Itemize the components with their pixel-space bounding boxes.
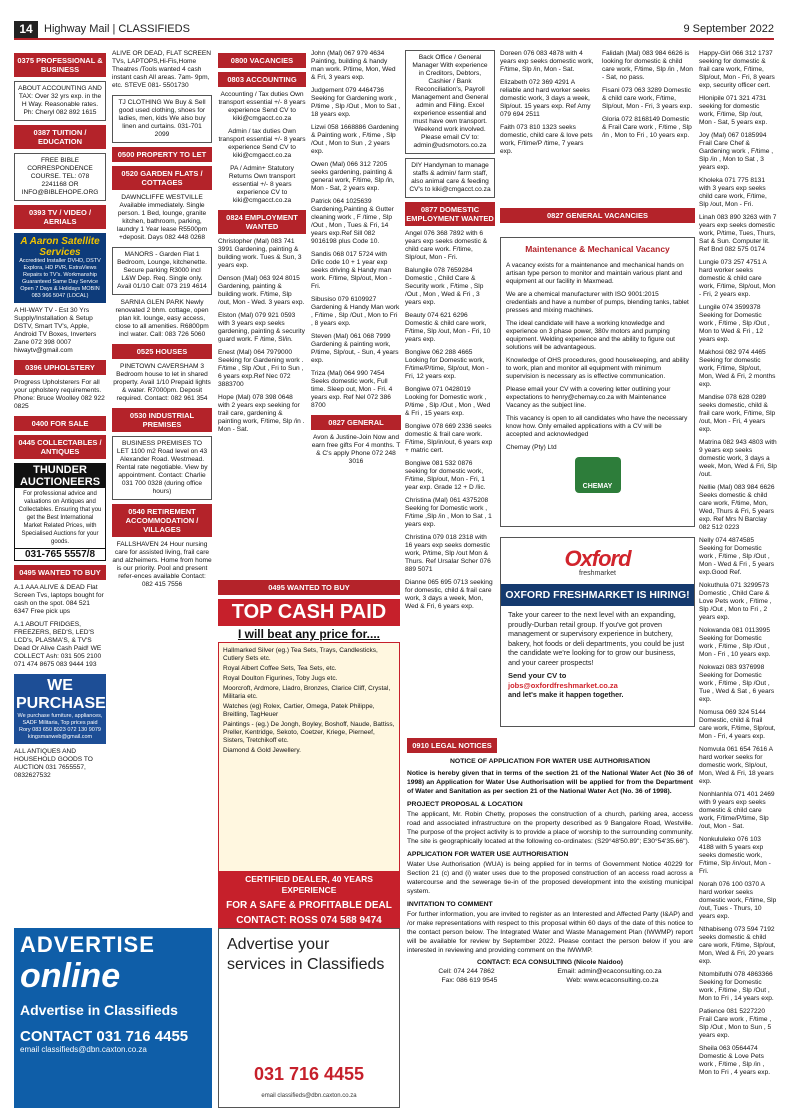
classified-ad: Back Office / General Manager With experience in Creditors, Debtors, Cashier / Bank Reconciliation's, Payroll Management and General admin and Filing. Excel experience essential and must have own transport. Weekend work involved. Please email CV to: admin@udsmotors.co.za (405, 50, 495, 154)
classified-ad: Nomvula 061 654 7616 A hard worker seeks for domestic work, Slp/out, Mon, Wed & Fri, 18 years exp. (699, 746, 774, 785)
classified-ad: Nokwanda 081 0113995 Seeking for Domestic work , F/time , Slp /Out , Mon - Fri , 10 years exp. (699, 627, 771, 658)
classified-ad: Hlonipile 071 321 4731 seeking for domestic work, F/time, Slp /out, Mon - Sat, 5 years exp. (699, 95, 768, 126)
category-header: 0824 EMPLOYMENT WANTED (218, 210, 306, 234)
page-header (14, 20, 774, 40)
advertise-online-ad (14, 928, 212, 1108)
classified-ad: DAWNCLIFFE WESTVILLE Available immediately. Single person. 1 Bed, lounge, granite kitchen, bathroom, parking, laundry 1 Year lease R5500pm +deposit. Days 082 448 0268 (116, 194, 208, 241)
classified-ad: MANORS - Garden Flat 1 Bedroom, Lounge, kitchenette. Secure parking R3000 incl L&W Dep. Req. Single only. Avail 01/10 Call: 073 219 4614 (112, 247, 212, 295)
oxford-logo (501, 538, 694, 584)
ad-text: We purchase furniture, appliances, SADF Militaria, Top prices paid Rory 083 650 8023 072 130 9079 kingsmanweb@gmail.com (17, 713, 103, 740)
adv-contact: CONTACT 031 716 4455 (20, 1028, 189, 1045)
classified-ad: Hope (Mal) 078 398 0648 with 2 years exp seeking for trail care, gardening & painting work, F/time, Slp /in . Mon - Sat. (218, 394, 305, 433)
top-cash-deal: FOR A SAFE & PROFITABLE DEAL (218, 898, 400, 913)
adv-email: email classifieds@dbn.caxton.co.za (20, 1045, 147, 1054)
classified-ad: Angel 076 368 7892 with 6 years exp seeks domestic & child care work. F/time, Slp/out, Mon - Fri. (405, 230, 488, 261)
classified-ad: Linah 083 890 3263 with 7 years exp seeks domestic work, P/time, Tues, Thurs, Sat & Sun. Computer lit. Ref Bnd 082 575 0174 (699, 214, 777, 253)
ad-paragraph: The ideal candidate will have a working knowledge and experience on 3 phase power, 380v motors and pumping equipment. Welding experience and the ability to figure out solutions will be advantageous. (506, 320, 675, 351)
adv-phone: 031 716 4455 (253, 1064, 365, 1084)
classified-ad: A.1 ABOUT FRIDGES, FREEZERS, BED'S, LED'S LCD's, PLASMA'S, & TV'S Dead Or Alive Cash Paid! WE COLLECT Ash: 031 505 2100 071 474 8675 083 9444 193 (14, 621, 102, 668)
column-1 (14, 50, 106, 785)
ad-title: Maintenance & Mechanical Vacancy (525, 244, 670, 254)
category-header: 0445 COLLECTABLES / ANTIQUES (14, 435, 106, 459)
classified-ad: Sandis 068 017 5724 with D/lic code 10 + 1 year exp seeks driving & Handy man work. F/time, Slp/out, Mon - Fri. (311, 251, 392, 290)
classified-ad: ALIVE OR DEAD, FLAT SCREEN TVs, LAPTOPS,Hi-Fis,Home Theatres /Tools wanted 4 cash instant cash All areas. 7am- 9pm, etc. STEVE 081- 5501730 (112, 50, 212, 89)
classified-ad: Happy-Girl 066 312 1737 seeking for domestic & frail care work, F/time, Slp/out, Mon - Fri, 8 years exp, security officer cert. (699, 50, 775, 89)
ad-paragraph: Please email your CV with a covering letter outlining your expectations to henry@chemay.co.za with Maintenance Vacancy as the subject line. (506, 386, 671, 409)
section-text: For further information, you are invited to register as an Interested and Affected Party (I&AP) and /or make representations with respect to this proposal within 60 days of the date of this notice to the contact person below. The Integrated Water and Waste Management Plan (IWWMP) report will be available for review by September 2022. Please contact the person below if you are interested in reviewing and providing comment on the IWWMP. (407, 911, 693, 954)
notice-intro: Notice is hereby given that in terms of the section 21 of the National Water Act (No 36 of 1998) an Application for Water Use Authorisation will be applied for from the Department of Water and Sanitation as per section 21 of the National Water Act (No. 36 of 1998). (407, 770, 693, 795)
classified-ad: Enest (Mal) 064 7979000 Seeking for Gardening work . F/time , Slp /Out , Fri to Sun , 6 years exp.Ref Nec 072 3883700 (218, 349, 304, 388)
column-4 (311, 50, 401, 570)
hiring-banner: OXFORD FRESHMARKET IS HIRING! (501, 584, 694, 606)
classified-ad: A.1 AAA ALIVE & DEAD Flat Screen Tvs, laptops bought for cash on the spot. 084 521 6347 Free pick ups (14, 584, 104, 615)
column-5 (405, 50, 495, 730)
classified-ad: PA / Admin+ Statutory Returns Own transport essential +/- 8 years experience CV to kiki@cmgacct.co.za (228, 165, 296, 204)
classified-ad: John (Mal) 067 979 4634 Painting, building & handy man work. P/time, Mon, Wed & Fri, 3 years exp. (311, 50, 396, 81)
oxford-freshmarket-ad (500, 537, 695, 727)
list-item: Royal Doulton Figurines, Toby Jugs etc. (223, 675, 338, 682)
classified-ad: Dianne 065 695 0713 seeking for domestic, child & frail care work, 3 days a week, Mon, Wed & Fri, 6 years exp. (405, 579, 493, 610)
classified-ad: Lizwi 058 1668886 Gardening & Painting work , F/time , Slp /Out , Mon to Sun , 2 years exp. (311, 124, 399, 155)
classified-ad: Nthabiseng 073 594 7192 seeks domestic & child care work, F/time, Slp/out, Mon, Wed & Fri, 20 years exp. (699, 926, 776, 965)
contact-fax: Fax: 086 619 9545 (441, 977, 498, 984)
classified-ad: Doreen 076 083 4878 with 4 years exp seeks domestic work, F/time, Slp /in, Mon - Sat. (500, 50, 594, 73)
category-header: 0396 UPHOLSTERY (14, 360, 106, 375)
section-text: Water Use Authorisation (WUA) is being applied for in terms of Government Notice 40229 for Section 21 (c) and (i) water uses due to the proposed construction of an access road across a watercourse and the sewerage tie-in of the proposed development into the existing municipal system. (407, 861, 693, 895)
classified-ad: Admin / tax duties Own transport essential +/- 8 years experience Send CV to kiki@cmgacct.co.za (218, 128, 306, 159)
top-cash-cert: CERTIFIED DEALER, 40 YEARS EXPERIENCE (218, 872, 400, 898)
category-header: 0393 TV / VIDEO / AERIALS (14, 205, 106, 229)
category-header: 0520 GARDEN FLATS / COTTAGES (112, 166, 212, 190)
classified-ad: Nomusa 069 324 5144 Domestic, child & frail care work, F/time, Slp/out, Mon - Fri, 4 years exp. (699, 709, 776, 740)
adv-sub: Advertise in Classifieds (20, 1002, 178, 1018)
adv-text: Advertise your services in Classifieds (227, 936, 385, 973)
classified-ad: Kholeka 071 775 8131 with 3 years exp seeks child care work, F/time, Slp /out, Mon - Fri. (699, 177, 767, 208)
ad-tagline: and let's make it happen together. (508, 690, 624, 699)
advertise-services-ad (218, 928, 400, 1108)
list-item: Paintings - (eg.) De Jongh, Boyley, Boshoff, Naude, Battiss, Preller, Kentridge, Sekoto, Coetzer, Kriege, Pierneef, Sisters, Tretchikoff etc. (223, 721, 395, 744)
publication-title: Highway Mail | CLASSIFIEDS (44, 23, 190, 35)
ad-paragraph: Knowledge of OHS procedures, good housekeeping, and ability to work, plan and monitor all equipment with minimum supervision is necessary as is effective communication. (506, 357, 689, 380)
company-name: Chemay (Pty) Ltd (506, 444, 557, 451)
page-number: 14 (14, 21, 38, 38)
classified-ad: Denson (Mal) 063 924 8015 Gardening, painting & building work. F/time, Slp /out, Mon - Wed. 3 years exp. (218, 275, 305, 306)
category-header: 0525 HOUSES (112, 344, 212, 359)
classified-ad: ABOUT ACCOUNTING AND TAX: Over 32 yrs exp. in the H Way. Reasonable rates. Ph: Cheryl 082 892 1615 (14, 81, 106, 121)
contact-web: Web: www.ecaconsulting.co.za (566, 977, 659, 984)
classified-ad: Matrina 082 943 4803 with 9 years exp seeks domestic work, 3 days a week, Mon, Wed & Fri, Slp /out. (699, 439, 777, 478)
classified-ad: ALL ANTIQUES AND HOUSEHOLD GOODS TO AUCTION 031 7655557, 0832627532 (14, 748, 93, 779)
classified-ad: Elizabeth 072 369 4291 A reliable and hard worker seeks domestic work, 3 days a week, Slp/out. 15 years exp. Ref Amy 079 694 2511 (500, 79, 591, 118)
classified-ad: Bongiwe 078 669 2336 seeks domestic & frail care work. F/time, Slp/in/out, 6 years exp + matric cert. (405, 423, 493, 454)
classified-ad: Judgement 079 4464736 Seeking for Gardening work , P/time , Slp /Out , Mon to Sat , 18 years exp. (311, 87, 401, 118)
category-header: 0877 DOMESTIC EMPLOYMENT WANTED (405, 202, 495, 226)
category-header: 0827 GENERAL (311, 415, 401, 430)
classified-ad: Makhosi 082 974 4465 Seeking for domestic work, F/time, Slp/out, Mon, Wed & Fri, 2 months exp. (699, 349, 776, 388)
maintenance-vacancy-ad (500, 237, 695, 527)
category-header: 0827 GENERAL VACANCIES (500, 208, 695, 223)
classified-ad: FALLSHAVEN 24 Hour nursing care for assisted living, frail care and alzheimers. Home from home is our priority. Pool and present refer-ences available Contact: 082 415 7556 (112, 541, 212, 588)
classified-ad: A HI-WAY TV - Est 30 Yrs Supply/Installation & Setup DSTV, Smart TV's, Apple, Android TV Boxes, Inverters Zane 072 398 0007 hiwaytv@gmail.com (14, 307, 97, 354)
section-heading: PROJECT PROPOSAL & LOCATION (407, 801, 523, 808)
top-cash-contact: CONTACT: ROSS 074 588 9474 (218, 913, 400, 928)
classified-ad: Accounting / Tax duties Own transport essential +/- 8 years experience Send CV to kiki@cmgacct.co.za (218, 91, 306, 122)
classified-ad: FREE BIBLE CORRESPONDENCE COURSE. TEL: 078 2241168 OR INFO@BIBLEHOPE.ORG (14, 153, 106, 201)
top-cash-paid-section (218, 580, 400, 928)
list-item: Diamond & Gold Jewellery. (223, 747, 301, 754)
classified-ad: Nellie (Mal) 083 984 6626 Seeks domestic & child care work, F/time, Mon, Wed, Thurs & Fri, 5 years exp. Ref Mrs N Barclay 082 512 0223 (699, 484, 775, 531)
classified-ad: Balungile 078 7659284 Domestic , Child Care & Security work , F/time , Slp /Out , Mon , Wed & Fri , 3 years exp. (405, 267, 484, 306)
classified-ad: Mandise 078 628 0289 seeks domestic, child & frail care work, F/time, Slp /out, Mon - Fri, 4 years exp. (699, 394, 776, 433)
contact-email: Email: admin@ecaconsulting.co.za (557, 968, 662, 975)
column-3 (218, 50, 306, 575)
category-header: 0375 PROFESSIONAL & BUSINESS (14, 53, 106, 77)
general-vacancies-header-wrap (500, 205, 695, 227)
send-cv-label: Send your CV to (508, 671, 567, 680)
classified-ad: Nonhlanhla 071 401 2469 with 9 years exp seeks domestic & child care work, F/time/P/time, Slp /out, Mon - Sat. (699, 791, 775, 830)
chemay-logo: CHEMAY (575, 457, 621, 493)
classified-ad: Nelly 074 4874585 Seeking for Domestic work , F/time , Slp /Out , Mon - Wed & Fri , 5 years exp.Good Ref. (699, 537, 774, 576)
classified-ad: Falidah (Mal) 083 984 6626 is looking for domestic & child care work, F/time, Slp /in , Mon - Sat, no pass. (602, 50, 693, 81)
classified-ad: TJ CLOTHING We Buy & Sell good used clothing, shoes for ladies, men, kids We also buy linen and curtains. 031-701 2099 (112, 95, 212, 143)
ad-paragraph: We are a chemical manufacturer with ISO 9001:2015 credentials and have a number of pumps, blending tanks, tablet presses and mixing machines. (506, 291, 689, 314)
oxford-email: jobs@oxfordfreshmarket.co.za (508, 680, 618, 690)
classified-ad: Sibusiso 079 6109927 Gardening & Handy Man work , F/time , Slp /Out , Mon to Fri , 8 years exp. (311, 296, 400, 327)
category-header: 0495 WANTED TO BUY (218, 580, 400, 595)
column-2 (112, 50, 212, 920)
section-heading: APPLICATION FOR WATER USE AUTHORISATION (407, 851, 569, 858)
list-item: Hallmarked Silver (eg.) Tea Sets, Trays, Candlesticks, Cutlery Sets etc. (223, 647, 378, 662)
classified-ad: Gloria 072 8168149 Domestic & Frail Care work , F/time , Slp /in , Mon to Fri , 10 years exp. (602, 116, 692, 139)
classified-ad: Elston (Mal) 079 921 0593 with 3 years exp seeks gardening, painting & security guard work. F /time, Sl/in. (218, 312, 305, 343)
classified-ad: PINETOWN CAVERSHAM 3 Bedroom house to let in shared property. Avail 1/10 Prepaid lights & water. R7000pm. Deposit required. Contact: 082 961 354 (113, 363, 211, 402)
ad-paragraph: A vacancy exists for a maintenance and mechanical hands on artisan type person to monitor and maintain various plant and equipment at our facility in Maxmead. (506, 262, 684, 285)
classified-ad: Patrick 064 1025639 Gardening,Painting & Gutter cleaning work , F /time , Slp /Out , Mon , Tues & Fri, 14 years exp.Ref Sill 082 9016198 plus Code 10. (311, 198, 394, 245)
classified-ad: Joy (Mal) 067 0185994 Frail Care Chef & Gardening work , F/time , Slp /in , Mon to Sat , 3 years exp. (699, 132, 774, 171)
classified-ad: Nonkululeko 076 103 4188 with 5 years exp seeks domestic work, F/time, Slp /in/out, Mon - Fri. (699, 836, 771, 875)
category-header: 0530 INDUSTRIAL PREMISES (112, 408, 212, 432)
classified-ad: SARNIA GLEN PARK Newly renovated 2 bhm. cottage, open plan kit. lounge, easy access, close to all amenities. R6800pm incl water. Call: 083 726 5060 (115, 299, 209, 338)
classified-ad: Nokuthula 071 3299573 Domestic , Child Care & Love Pets work , F/time , Slp /Out , Mon to Fri , 2 years exp. (699, 582, 772, 621)
notice-title: NOTICE OF APPLICATION FOR WATER USE AUTHORISATION (450, 758, 650, 765)
we-purchase-ad (14, 674, 106, 744)
section-text: The applicant, Mr. Robin Chetty, proposes the construction of a church, parking area, access road and associated infrastructure on the property described as 9 Bangalore Road, Westville. The purpose of the project activity is to provide a place of worship to the surrounding community. The site is geographically located at the following co-ordinates: (S29°48'50.89"; E30°54'35.66"). (407, 811, 693, 845)
ad-brand: THUNDER AUCTIONEERS (15, 464, 105, 488)
top-cash-sub: I will beat any price for.... (237, 627, 381, 641)
ad-body: Take your career to the next level with an expanding, proudly-Durban retail group. If you've got proven management or supervisory experience in butchery, bakery, hot foods or deli departments, you could be just the candidate we're looking for to grow our business, and your career prospects! (508, 610, 685, 667)
classified-ad: Christina (Mal) 061 4375208 Seeking for Domestic work , F/time ,Slp /in , Mon to Sat , 1 years exp. (405, 497, 492, 528)
category-header: 0500 PROPERTY TO LET (112, 147, 212, 162)
classified-ad: Progress Upholsterers For all your upholstery requirements. Phone: Bruce Woolley 082 922 0825 (14, 379, 105, 410)
thunder-auctioneers-ad (14, 463, 106, 561)
legal-notice (405, 738, 695, 1106)
category-header: 0803 ACCOUNTING (218, 72, 306, 87)
ad-brand: A Aaron Satellite Services (20, 236, 100, 258)
list-item: Watches (eg) Rolex, Cartier, Omega, Patek Philippe, Breitling, TagHeuer (223, 703, 375, 718)
classified-ad: BUSINESS PREMISES TO LET 1100 m2 Road level on 43 Alexander Road. Westmead. Rental rate negotiable. View by appointment. Contact: Charlie 031 700 0328 (during office hours) (112, 436, 212, 500)
classified-ad: Avon & Justine-Join Now and earn free gifts For 4 months. T & C's apply Phone 072 248 3016 (311, 434, 401, 465)
classified-ad: Norah 076 100 0370 A hard worker seeks domestic work, F/time, Slp /out, Tues - Thurs, 10 years exp. (699, 881, 777, 920)
classified-ad: Nokwazi 083 9376998 Seeking for Domestic work , F/time , Slp /Out , Tue , Wed & Sat , 6 years exp. (699, 664, 775, 703)
classified-ad: Steven (Mal) 061 068 7999 Gardening & painting work, P/time, Slp/out, - Sun, 4 years exp. (311, 333, 399, 364)
category-header: 0400 FOR SALE (14, 416, 106, 431)
classified-ad: Beauty 074 621 6296 Domestic & child care work, F/time, Slp /out, Mon - Fri, 10 years exp. (405, 312, 491, 343)
classified-ad: Lungile 074 3599378 Seeking for Domestic work , F/time , Slp /Out , Mon to Wed & Fri , 12 years exp. (699, 304, 770, 343)
classified-ad: Bongiwe 081 532 0876 seeking for domestic work, F/time, Slp/out, Mon - Fri, 1 year exp. Grade 12 + D /lic. (405, 460, 486, 491)
category-header: 0540 RETIREMENT ACCOMMODATION / VILLAGES (112, 504, 212, 537)
classified-ad: Owen (Mal) 066 312 7205 seeks gardening, painting & general work, F/time, Slp /in, Mon - Sat, 2 years exp. (311, 161, 395, 192)
classified-ad: DIY Handyman to manage staffs & admin/ farm staff, also animal care & feeding CV's to kiki@cmgacct.co.za (405, 158, 495, 198)
classified-ad: Christopher (Mal) 083 741 3991 Gardening, painting & building work. Tues & Sun, 3 years exp. (218, 238, 302, 269)
contact-cell: Cell: 074 244 7862 (438, 968, 495, 975)
classified-ad: Patience 081 5227220 Frail Care work , F/time , Slp /Out , Mon to Sun , 5 years exp. (699, 1008, 772, 1039)
column-8 (699, 50, 777, 1108)
classified-ad: Fisani 073 063 3289 Domestic & child care work, F/time, Slp/out, Mon - Fri, 3 years exp. (602, 87, 693, 110)
top-cash-title: TOP CASH PAID (218, 599, 400, 626)
list-item: Royal Albert Coffee Sets, Tea Sets, etc. (223, 665, 337, 672)
list-item: Moorcroft, Ardmore, Lladro, Bronzes, Clarice Cliff, Crystal, Militaria etc. (223, 685, 391, 700)
adv-email: email classifieds@dbn.caxton.co.za (261, 1093, 357, 1099)
classified-ad: Faith 073 810 1323 seeks domestic, child care & love pets work, F/time/P /time, 7 years exp. (500, 124, 593, 155)
classified-ad: Sheila 063 0564474 Domestic & Love Pets work , F/time , Slp /in , Mon to Fri , 4 years exp. (699, 1045, 771, 1076)
logo-name: Oxford (564, 545, 631, 571)
adv-title: ADVERTISE (20, 932, 155, 957)
logo-sub: freshmarket (579, 569, 616, 577)
adv-online: online (20, 957, 121, 995)
category-header: 0495 WANTED TO BUY (14, 565, 106, 580)
issue-date: 9 September 2022 (683, 23, 774, 35)
classified-ad: Bongiwe 062 288 4665 Looking for Domestic work, F/time/P/time, Slp/out, Mon - Fri, 12 years exp. (405, 349, 489, 380)
contact-heading: CONTACT: ECA CONSULTING (Nicole Naidoo) (477, 959, 623, 966)
classified-ad: Triza (Mal) 064 990 7454 Seeks domestic work, Full time. Sleep out, Mon - Fri. 4 years exp. Ref Nel 072 386 8700 (311, 370, 393, 409)
classified-ad: Bongiwe 071 0428019 Looking for Domestic work , P/time , Slp /Out , Mon , Wed & Fri , 15 years exp. (405, 386, 491, 417)
ad-paragraph: This vacancy is open to all candidates who have the necessary know how. Only emailed applications with a CV will be accepted and acknowledged (506, 415, 688, 438)
classified-ad: Ntombifuthi 078 4863366 Seeking for Domestic work , F/time , Slp /Out , Mon to Fri , 14 years exp. (699, 971, 774, 1002)
category-header: 0910 LEGAL NOTICES (407, 738, 497, 753)
ad-text: For professional advice and valuations on Antiques and Collectables. Ensuring that you get the Best International Market Related Prices, with Specialised Auctions for your goods. (18, 491, 102, 545)
top-cash-items (218, 642, 400, 872)
ad-brand: WE PURCHASE (16, 677, 106, 712)
section-heading: INVITATION TO COMMENT (407, 901, 493, 908)
ad-text: Accredited Installer DVHD, DSTV Explora, HD PVR, ExtraViews Repairs to TV's. Workmanship Guaranteed Same Day Service Open 7 Days & Holidays MOBIN 083 966 5047 (LOCAL) (19, 258, 101, 299)
category-header: 0800 VACANCIES (218, 53, 306, 68)
aaron-satellite-ad (14, 233, 106, 303)
ad-phone: 031-765 5557/8 (15, 548, 105, 560)
column-7 (602, 50, 694, 200)
classified-ad: Lungie 073 257 4751 A hard worker seeks domestic & child care work, F/time, Slp/out, Mon - Fri, 2 years exp. (699, 259, 776, 298)
category-header: 0387 TUITION / EDUCATION (14, 125, 106, 149)
classified-ad: Christina 079 018 2318 with 16 years exp seeks domestic work, P/time, Slp /out Mon & Thurs. Ref Ursalar Scher 076 889 5071 (405, 534, 491, 573)
